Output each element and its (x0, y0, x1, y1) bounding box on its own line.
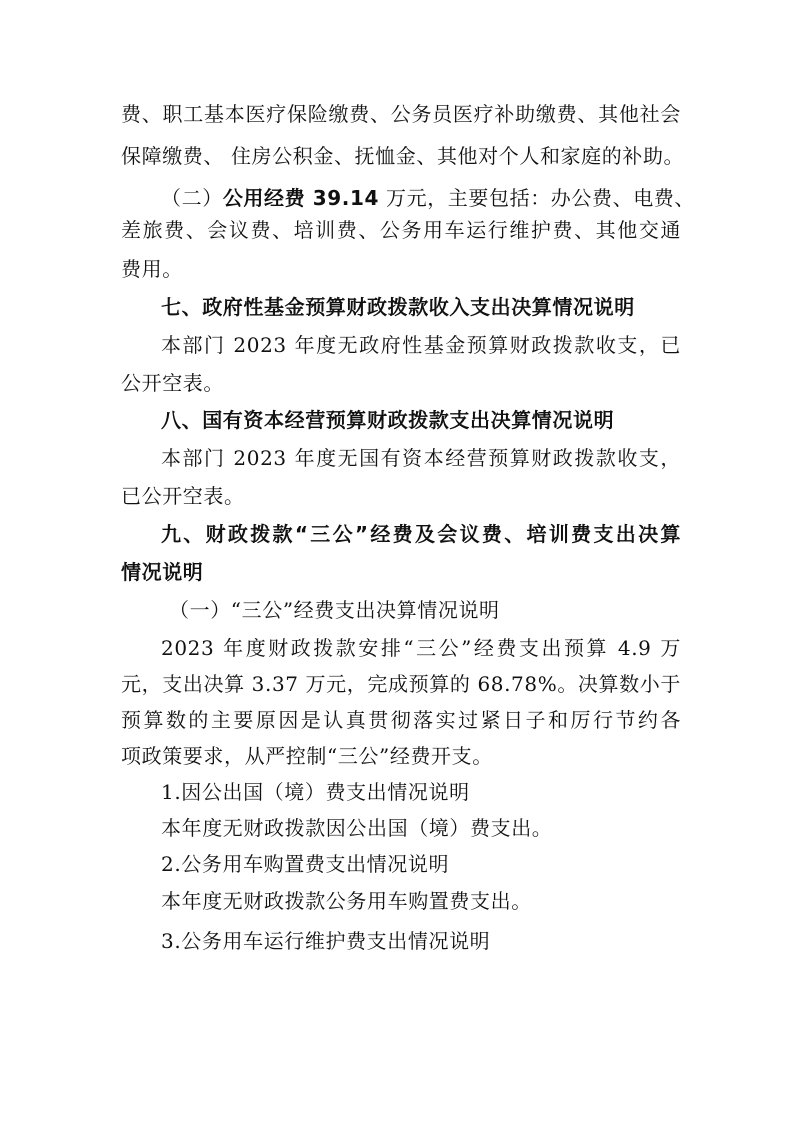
section-7-heading: 七、政府性基金预算财政拨款收入支出决算情况说明 (161, 295, 635, 319)
section-9-heading: 情况说明 (121, 560, 204, 584)
item-1-text: 本年度无财政拨款因公出国（境）费支出。 (161, 816, 553, 840)
item-2-heading: 2.公务用车购置费支出情况说明 (161, 852, 450, 876)
subsection-heading: （一）“三公”经费支出决算情况说明 (169, 598, 500, 622)
item-3-heading: 3.公务用车运行维护费支出情况说明 (161, 929, 491, 953)
item-1-heading: 1.因公出国（境）费支出情况说明 (161, 780, 470, 804)
section-9-heading: 九、财政拨款“三公”经费及会议费、培训费支出决算 (161, 522, 681, 546)
public-funds-text: 万元，主要包括：办公费、电费、 (379, 186, 696, 210)
item-2-text: 本年度无财政拨款公务用车购置费支出。 (161, 889, 532, 913)
section-8-text: 本部门 2023 年度无国有资本经营预算财政拨款收支， (161, 446, 681, 470)
public-funds-line (161, 183, 696, 213)
section-7-text: 公开空表。 (121, 371, 224, 395)
section-8-heading: 八、国有资本经营预算财政拨款支出决算情况说明 (161, 408, 615, 432)
three-public-text: 项政策要求，从严控制“三公”经费开支。 (121, 744, 493, 768)
section-8-text: 已公开空表。 (121, 484, 245, 508)
body-line: 费用。 (121, 257, 183, 281)
public-funds-amount: 公用经费 39.14 (222, 186, 380, 210)
section-7-text: 本部门 2023 年度无政府性基金预算财政拨款收支，已 (161, 333, 681, 357)
body-line: 费、职工基本医疗保险缴费、公务员医疗补助缴费、其他社会 (121, 102, 681, 126)
three-public-text: 预算数的主要原因是认真贯彻落实过紧日子和厉行节约各 (121, 708, 681, 732)
body-line: 差旅费、会议费、培训费、公务用车运行维护费、其他交通 (121, 218, 681, 242)
three-public-text: 2023 年度财政拨款安排“三公”经费支出预算 4.9 万 (161, 636, 681, 660)
body-line: 保障缴费、 住房公积金、抚恤金、其他对个人和家庭的补助。 (121, 144, 685, 168)
three-public-text: 元，支出决算 3.37 万元，完成预算的 68.78%。决算数小于 (121, 672, 681, 696)
subsection-number: （二） (161, 186, 223, 210)
